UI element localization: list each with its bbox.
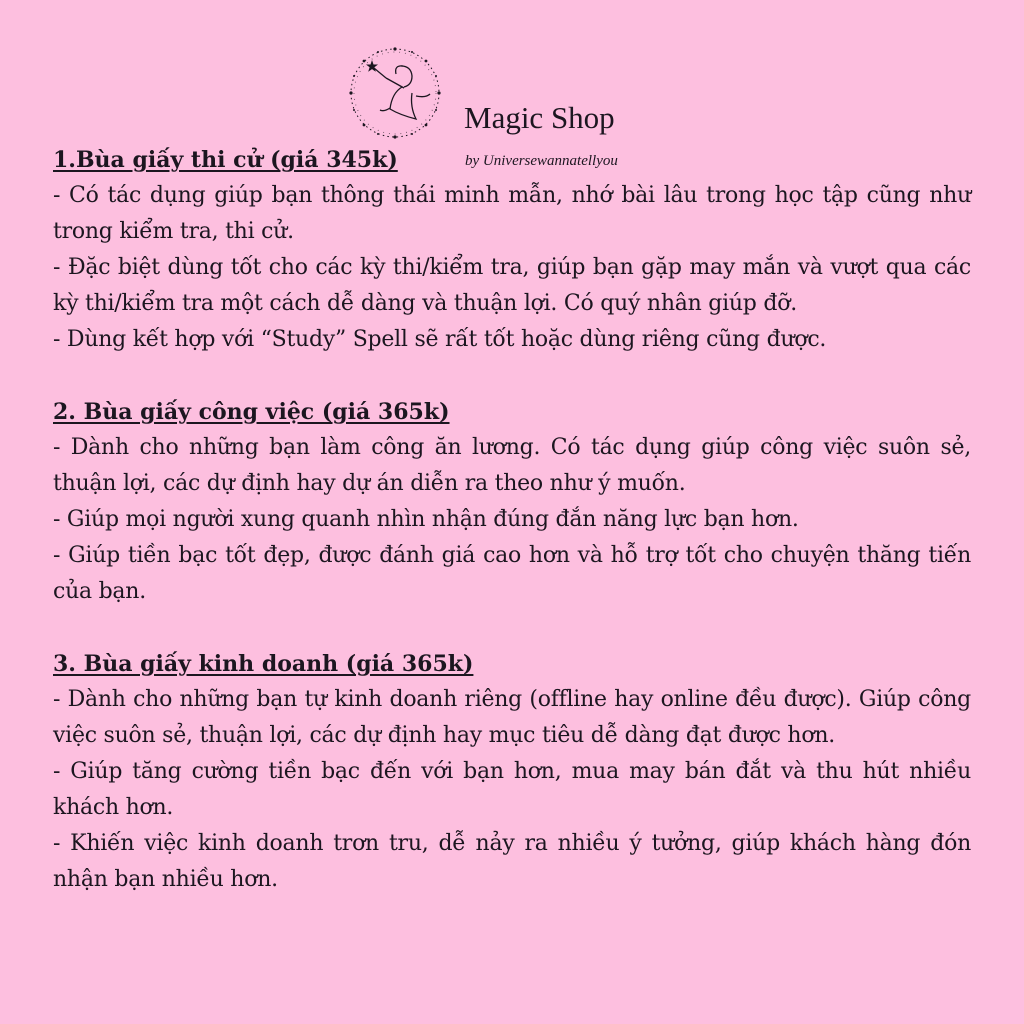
brand-byline: by Universewannatellyou bbox=[465, 153, 618, 169]
section-heading: 3. Bùa giấy kinh doanh (giá 365k) bbox=[53, 651, 474, 677]
product-section-exam bbox=[53, 142, 971, 358]
section-gap bbox=[53, 610, 971, 646]
paragraph: - Có tác dụng giúp bạn thông thái minh mẫn, nhớ bài lâu trong học tập cũng như trong kiểm tra, thi cử. bbox=[53, 183, 971, 244]
paragraph: - Giúp mọi người xung quanh nhìn nhận đúng đắn năng lực bạn hơn. bbox=[53, 507, 799, 532]
paragraph: - Dành cho những bạn tự kinh doanh riêng (offline hay online đều được). Giúp công việc suôn sẻ, thuận lợi, các dự định hay mục tiêu dễ dàng đạt được hơn. bbox=[53, 687, 971, 748]
product-section-work bbox=[53, 394, 971, 610]
paragraph: - Đặc biệt dùng tốt cho các kỳ thi/kiểm tra, giúp bạn gặp may mắn và vượt qua các kỳ thi/kiểm tra một cách dễ dàng và thuận lợi. Có quý nhân giúp đỡ. bbox=[53, 255, 971, 316]
paragraph: - Giúp tiền bạc tốt đẹp, được đánh giá cao hơn và hỗ trợ tốt cho chuyện thăng tiến của bạn. bbox=[53, 543, 971, 604]
header bbox=[346, 44, 706, 169]
paragraph: - Giúp tăng cường tiền bạc đến với bạn hơn, mua may bán đắt và thu hút nhiều khách hơn. bbox=[53, 759, 971, 820]
section-heading: 1.Bùa giấy thi cử (giá 345k) bbox=[53, 147, 398, 173]
paragraph: - Khiến việc kinh doanh trơn tru, dễ nảy ra nhiều ý tưởng, giúp khách hàng đón nhận bạn nhiều hơn. bbox=[53, 831, 971, 892]
paragraph: - Dùng kết hợp với “Study” Spell sẽ rất tốt hoặc dùng riêng cũng được. bbox=[53, 327, 827, 352]
section-heading: 2. Bùa giấy công việc (giá 365k) bbox=[53, 399, 450, 425]
fairy-wand-stars-icon bbox=[346, 44, 444, 142]
brand-name: Magic Shop bbox=[464, 100, 615, 135]
paragraph: - Dành cho những bạn làm công ăn lương. Có tác dụng giúp công việc suôn sẻ, thuận lợi, các dự định hay dự án diễn ra theo như ý muốn. bbox=[53, 435, 971, 496]
product-list bbox=[53, 142, 971, 898]
section-gap bbox=[53, 358, 971, 394]
product-section-business bbox=[53, 646, 971, 898]
